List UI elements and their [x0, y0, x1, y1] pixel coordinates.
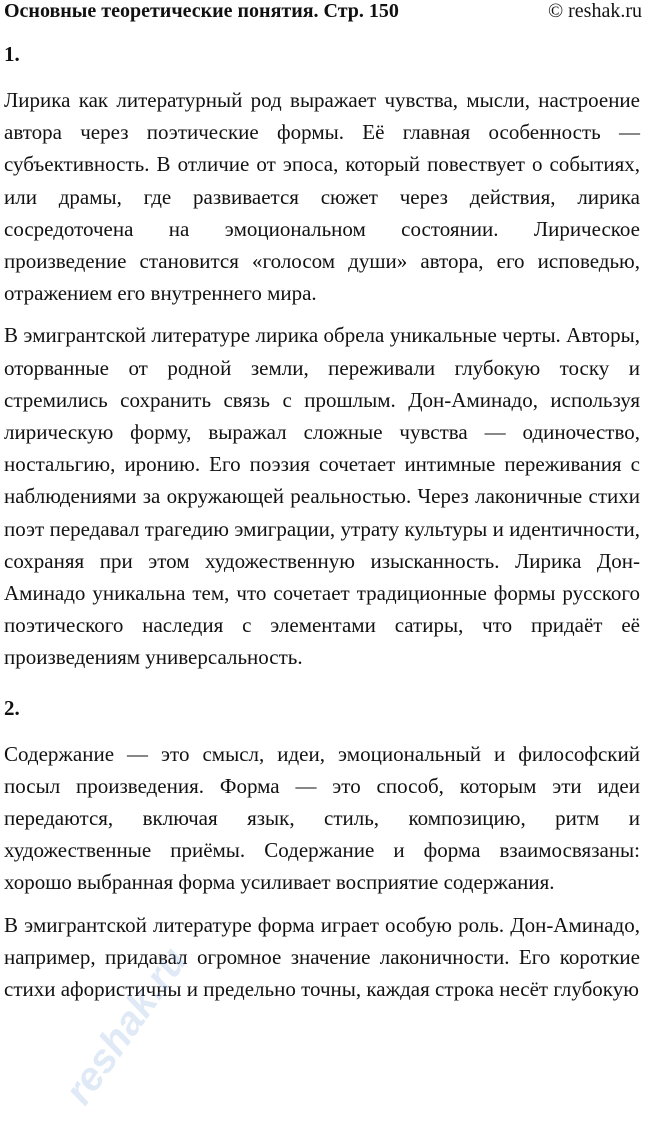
section-number: 1. [4, 42, 20, 66]
watermark-text: reshak.ru [55, 939, 196, 1113]
section-number: 2. [4, 695, 20, 720]
paragraph: В эмигрантской литературе лирика обрела уникальные черты. Авторы, оторванные от родной земли, переживали глубокую тоску и стремились сохранить связь с прошлым. Дон-Аминадо, используя лирическую форму, выражал сложные чувства — одиночество, ностальгию, иронию. Его поэзия сочетает интимные переживания с наблюдениями за окружающей реальностью. Через лаконичные стихи поэт передавал трагедию эмиграции, утрату культуры и идентичности, сохраняя при этом художественную изысканность. Лирика Дон-Аминадо уникальна тем, что сочетает традиционные формы русского поэтического наследия с элементами сатиры, что придаёт её произведениям универсальность. [4, 323, 640, 670]
document-content [4, 42, 640, 1015]
paragraph: Содержание — это смысл, идеи, эмоциональный и философский посыл произведения. Форма — это способ, которым эти идеи передаются, включая язык, стиль, композицию, ритм и художественные приёмы. Содержание и форма взаимосвязаны: хорошо выбранная форма усиливает восприятие содержания. [4, 741, 640, 895]
page-title: Основные теоретические понятия. Стр. 150 [4, 0, 399, 22]
paragraph: Лирика как литературный род выражает чувства, мысли, настроение автора через поэтические формы. Её главная особенность — субъективность. В отличие от эпоса, который повествует о событиях, или драмы, где развивается сюжет через действия, лирика сосредоточена на эмоциональном состоянии. Лирическое произведение становится «голосом души» автора, его исповедью, отражением его внутреннего мира. [4, 88, 640, 306]
page-header [4, 0, 642, 24]
site-credit: © reshak.ru [547, 0, 642, 22]
paragraph: В эмигрантской литературе форма играет особую роль. Дон-Аминадо, например, придавал огромное значение лаконичности. Его короткие стихи афористичны и предельно точны, каждая строка несёт глубокую [4, 912, 640, 1002]
